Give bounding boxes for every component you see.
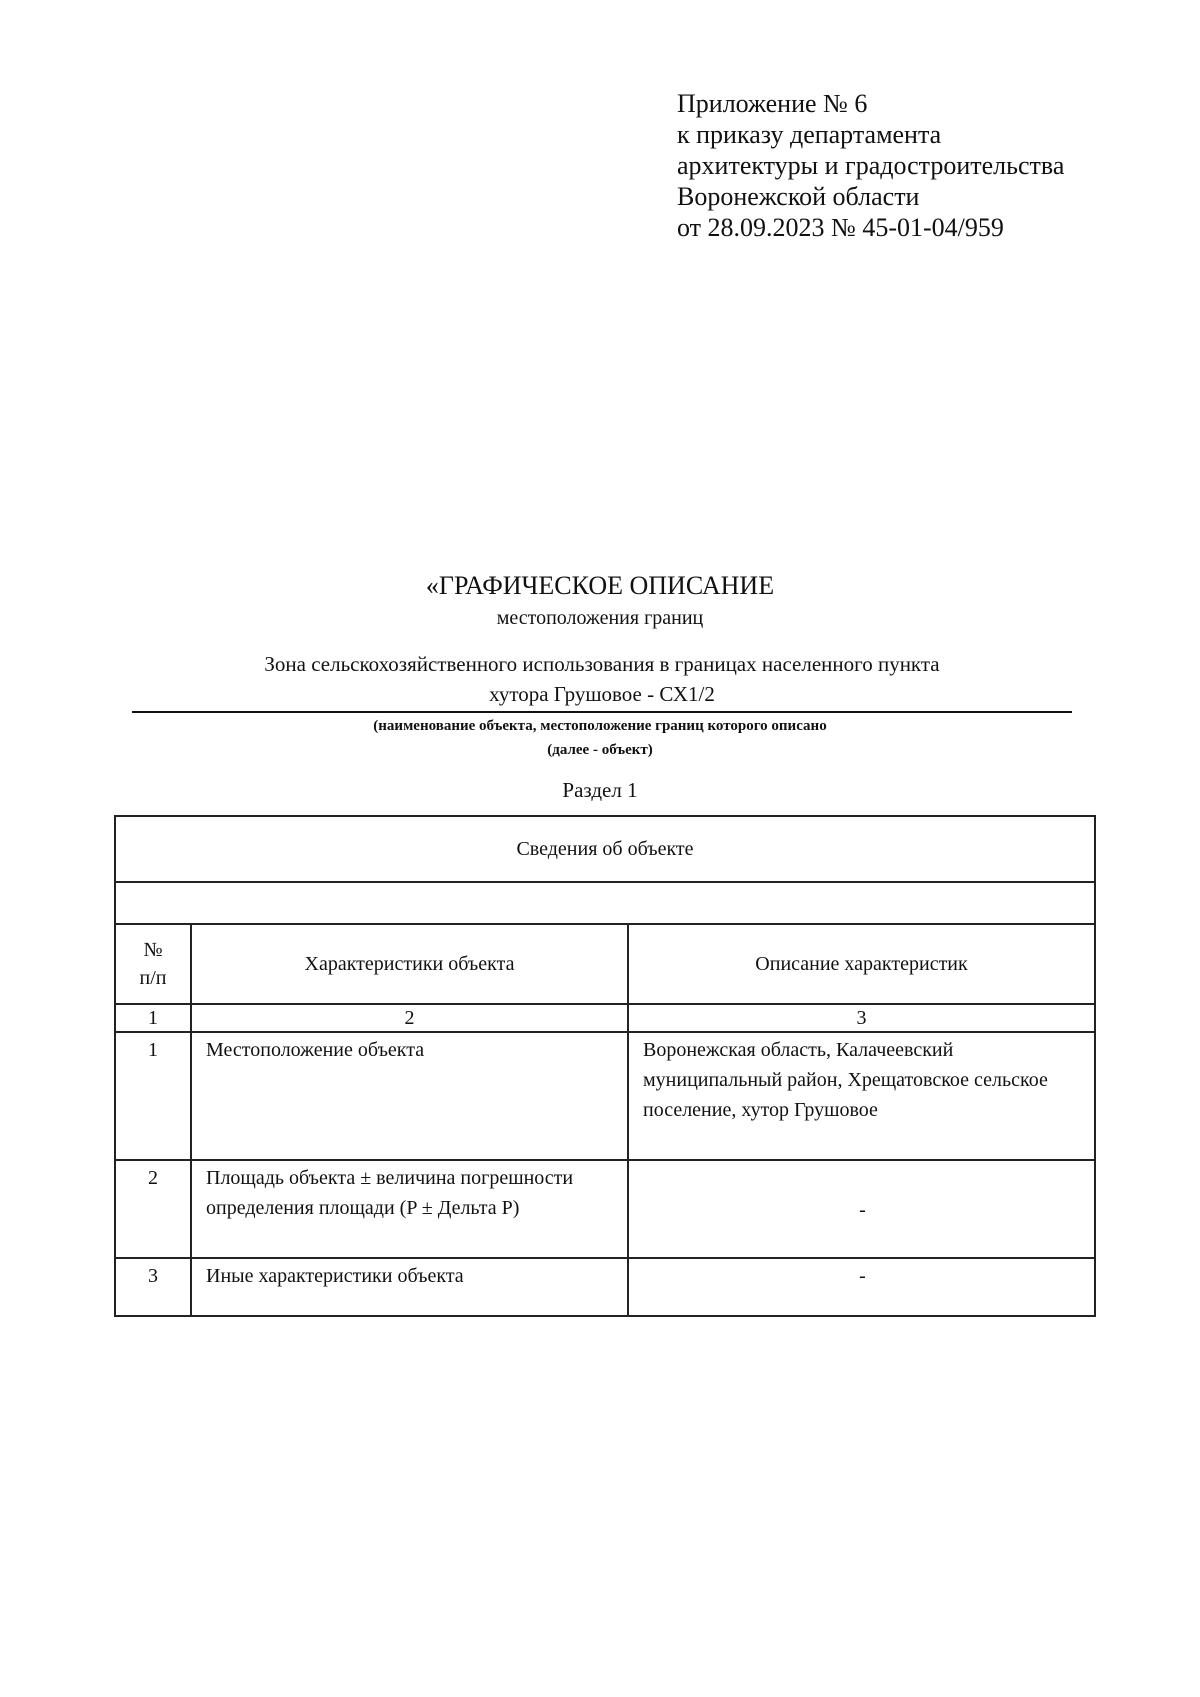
caption-line: (наименование объекта, местоположение границ которого описано xyxy=(373,718,827,734)
column-index: 3 xyxy=(628,1004,1095,1032)
table-caption-row xyxy=(115,816,1095,882)
appendix-line: Приложение № 6 xyxy=(677,89,868,118)
table-header-row xyxy=(115,924,1095,1004)
object-name-line: хутора Грушовое - СХ1/2 xyxy=(489,682,715,706)
row-characteristic: Местоположение объекта xyxy=(191,1032,628,1160)
table-caption: Сведения об объекте xyxy=(115,816,1095,882)
header-description: Описание характеристик xyxy=(628,924,1095,1004)
row-value: Воронежская область, Калачеевский муниципальный район, Хрещатовское сельское поселение, хутор Грушовое xyxy=(628,1032,1095,1160)
object-name-caption xyxy=(0,714,1200,762)
section-label: Раздел 1 xyxy=(562,778,638,802)
row-characteristic: Площадь объекта ± величина погрешности определения площади (P ± Дельта P) xyxy=(191,1160,628,1258)
object-name-line: Зона сельскохозяйственного использования в границах населенного пункта xyxy=(264,652,940,676)
empty-cell xyxy=(115,882,1095,924)
row-value: - xyxy=(628,1258,1095,1316)
row-number: 2 xyxy=(115,1160,191,1258)
appendix-line: Воронежской области xyxy=(677,182,920,211)
caption-line: (далее - объект) xyxy=(547,742,653,758)
row-value: - xyxy=(628,1160,1095,1258)
appendix-reference xyxy=(677,88,1064,243)
table-row xyxy=(115,1258,1095,1316)
table-row xyxy=(115,1032,1095,1160)
object-name xyxy=(132,649,1072,713)
appendix-line: к приказу департамента xyxy=(677,120,942,149)
row-number: 1 xyxy=(115,1032,191,1160)
header-number-abbrev: п/п xyxy=(139,967,167,989)
document-subtitle: местоположения границ xyxy=(496,607,704,629)
row-number: 3 xyxy=(115,1258,191,1316)
header-characteristics: Характеристики объекта xyxy=(191,924,628,1004)
table-empty-row xyxy=(115,882,1095,924)
row-characteristic: Иные характеристики объекта xyxy=(191,1258,628,1316)
object-info-table xyxy=(114,815,1096,1317)
column-index: 2 xyxy=(191,1004,628,1032)
appendix-line: от 28.09.2023 № 45-01-04/959 xyxy=(677,213,1004,242)
column-index: 1 xyxy=(115,1004,191,1032)
header-number xyxy=(115,924,191,1004)
header-number-sign: № xyxy=(143,939,163,961)
appendix-line: архитектуры и градостроительства xyxy=(677,151,1065,180)
document-title: «ГРАФИЧЕСКОЕ ОПИСАНИЕ xyxy=(425,571,775,600)
table-row xyxy=(115,1160,1095,1258)
column-index-row xyxy=(115,1004,1095,1032)
